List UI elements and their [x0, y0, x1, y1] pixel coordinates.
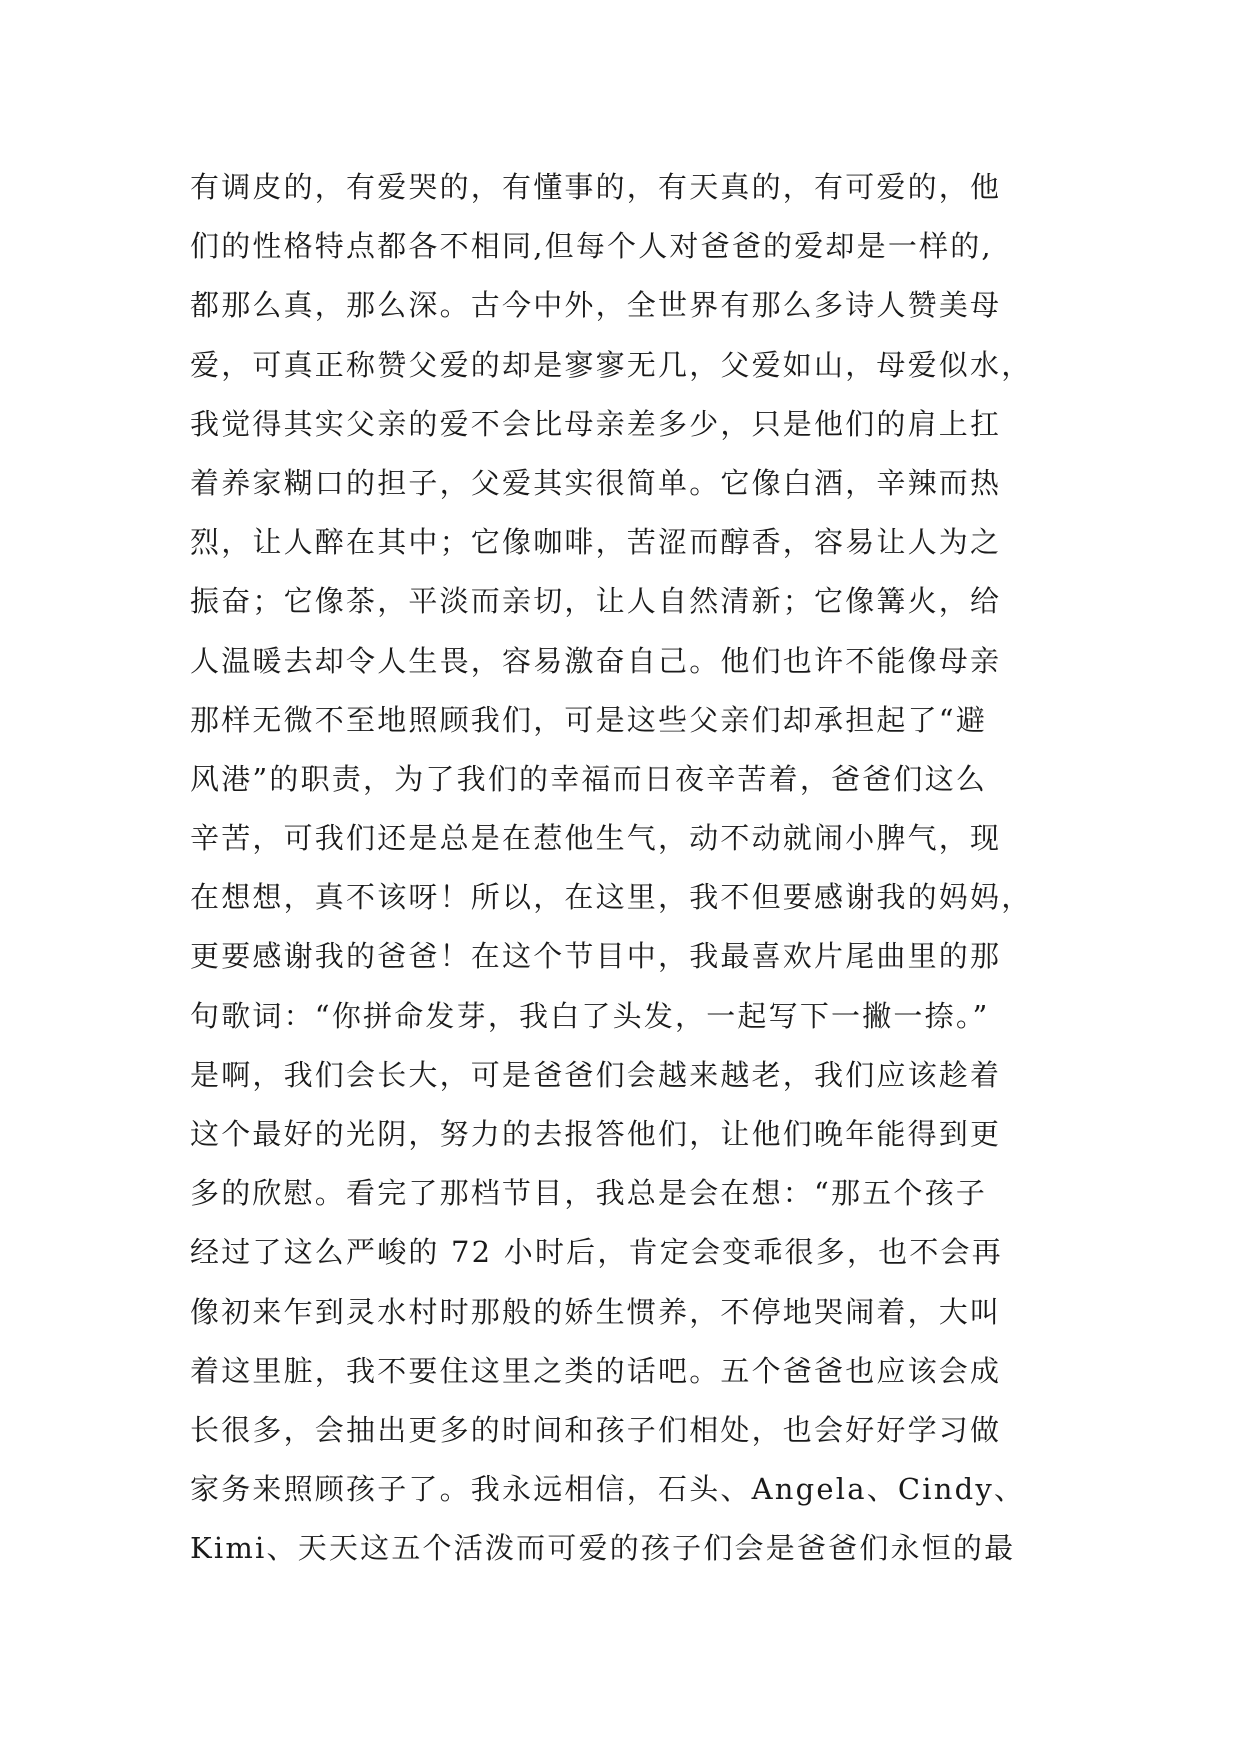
- text-line: 多的欣慰。看完了那档节目，我总是会在想：“那五个孩子: [190, 1176, 988, 1211]
- text-line: 是啊，我们会长大，可是爸爸们会越来越老，我们应该趁着: [190, 1057, 1002, 1092]
- text-line: 那样无微不至地照顾我们，可是这些父亲们却承担起了“避: [190, 702, 988, 737]
- text-line: 更要感谢我的爸爸！在这个节目中，我最喜欢片尾曲里的那: [190, 939, 1002, 974]
- text-line: 爱，可真正称赞父爱的却是寥寥无几，父爱如山，母爱似水，: [190, 347, 1033, 382]
- text-line: 着养家糊口的担子，父爱其实很简单。它像白酒，辛辣而热: [190, 465, 1002, 500]
- text-line: 句歌词：“你拼命发芽，我白了头发，一起写下一撇一捺。”: [190, 998, 990, 1033]
- text-line: 长很多，会抽出更多的时间和孩子们相处，也会好好学习做: [190, 1412, 1002, 1447]
- text-line: 这个最好的光阴，努力的去报答他们，让他们晚年能得到更: [190, 1117, 1002, 1151]
- text-line: 振奋；它像茶，平淡而亲切，让人自然清新；它像篝火，给: [190, 584, 1002, 619]
- text-line: 们的性格特点都各不相同,但每个人对爸爸的爱却是一样的,: [190, 229, 993, 264]
- text-line: 烈，让人醉在其中；它像咖啡，苦涩而醇香，容易让人为之: [190, 525, 1002, 560]
- text-line: 着这里脏，我不要住这里之类的话吧。五个爸爸也应该会成: [190, 1353, 1002, 1388]
- text-line: 经过了这么严峻的 72 小时后，肯定会变乖很多，也不会再: [190, 1235, 1003, 1270]
- text-line: 像初来乍到灵水村时那般的娇生惯养，不停地哭闹着，大叫: [190, 1294, 1002, 1329]
- text-line: 都那么真，那么深。古今中外，全世界有那么多诗人赞美母: [190, 288, 1002, 323]
- text-line: Kimi、天天这五个活泼而可爱的孩子们会是爸爸们永恒的最: [190, 1531, 1016, 1566]
- text-line: 辛苦，可我们还是总是在惹他生气，动不动就闹小脾气，现: [190, 821, 1002, 856]
- text-line: 家务来照顾孩子了。我永远相信，石头、Angela、Cindy、: [190, 1472, 1026, 1507]
- text-line: 我觉得其实父亲的爱不会比母亲差多少，只是他们的肩上扛: [190, 406, 1002, 441]
- text-line: 在想想，真不该呀！所以，在这里，我不但要感谢我的妈妈，: [190, 880, 1033, 915]
- text-line: 人温暖去却令人生畏，容易激奋自己。他们也许不能像母亲: [190, 643, 1002, 678]
- body-text: [190, 158, 1090, 1579]
- text-line: 风港”的职责，为了我们的幸福而日夜辛苦着，爸爸们这么: [190, 761, 988, 796]
- text-line: 有调皮的，有爱哭的，有懂事的，有天真的，有可爱的，他: [190, 170, 1002, 204]
